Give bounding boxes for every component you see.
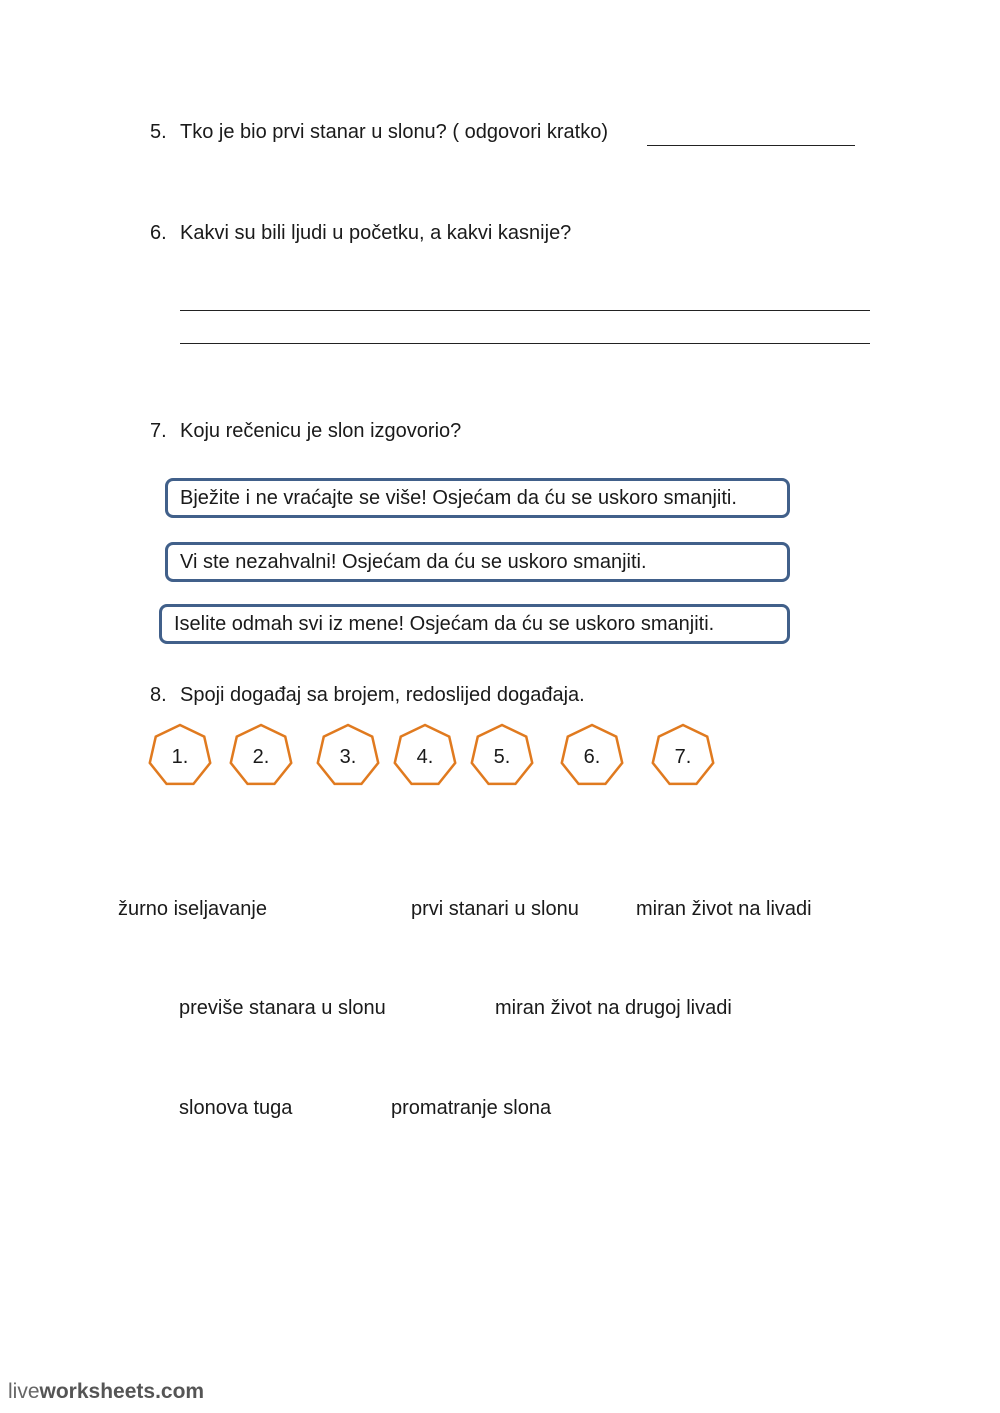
- event-miran-zivot-livada[interactable]: miran život na livadi: [636, 898, 812, 920]
- event-zurno-iseljavanje[interactable]: žurno iseljavanje: [118, 898, 267, 920]
- question-7-text: Koju rečenicu je slon izgovorio?: [180, 420, 462, 442]
- question-8-number: 8.: [150, 684, 167, 706]
- event-previse-stanara[interactable]: previše stanara u slonu: [179, 997, 386, 1019]
- order-slot-label: 3.: [339, 746, 357, 768]
- event-promatranje-slona[interactable]: promatranje slona: [391, 1097, 552, 1119]
- order-slot-label: 7.: [674, 746, 692, 768]
- question-6-number: 6.: [150, 222, 167, 244]
- order-slot-3[interactable]: [316, 723, 380, 787]
- question-7-option-3[interactable]: Iselite odmah svi iz mene! Osjećam da ću se uskoro smanjiti.: [159, 604, 790, 644]
- order-slot-label: 5.: [493, 746, 511, 768]
- question-6-answer-line-2[interactable]: [180, 343, 870, 344]
- order-slot-label: 1.: [171, 746, 189, 768]
- event-miran-zivot-druga-livada[interactable]: miran život na drugoj livadi: [495, 997, 732, 1019]
- question-7-option-2[interactable]: Vi ste nezahvalni! Osjećam da ću se uskoro smanjiti.: [165, 542, 790, 582]
- order-slot-1[interactable]: [148, 723, 212, 787]
- question-5-number: 5.: [150, 121, 167, 143]
- liveworksheets-logo: [8, 1380, 204, 1404]
- logo-brand: worksheets.com: [39, 1380, 205, 1403]
- question-7-number: 7.: [150, 420, 167, 442]
- order-slot-6[interactable]: [560, 723, 624, 787]
- order-slot-7[interactable]: [651, 723, 715, 787]
- order-slot-label: 4.: [416, 746, 434, 768]
- event-slonova-tuga[interactable]: slonova tuga: [179, 1097, 293, 1119]
- order-slot-label: 6.: [583, 746, 601, 768]
- order-slot-5[interactable]: [470, 723, 534, 787]
- order-slot-label: 2.: [252, 746, 270, 768]
- logo-prefix: live: [8, 1380, 40, 1403]
- question-7-option-1[interactable]: Bježite i ne vraćajte se više! Osjećam da ću se uskoro smanjiti.: [165, 478, 790, 518]
- order-slot-2[interactable]: [229, 723, 293, 787]
- question-8-text: Spoji događaj sa brojem, redoslijed događaja.: [180, 684, 585, 706]
- question-5-text: Tko je bio prvi stanar u slonu? ( odgovori kratko): [180, 121, 608, 143]
- question-5-answer-line[interactable]: [647, 145, 855, 146]
- event-prvi-stanari[interactable]: prvi stanari u slonu: [411, 898, 579, 920]
- question-6-answer-line-1[interactable]: [180, 310, 870, 311]
- order-slot-4[interactable]: [393, 723, 457, 787]
- question-6-text: Kakvi su bili ljudi u početku, a kakvi kasnije?: [180, 222, 572, 244]
